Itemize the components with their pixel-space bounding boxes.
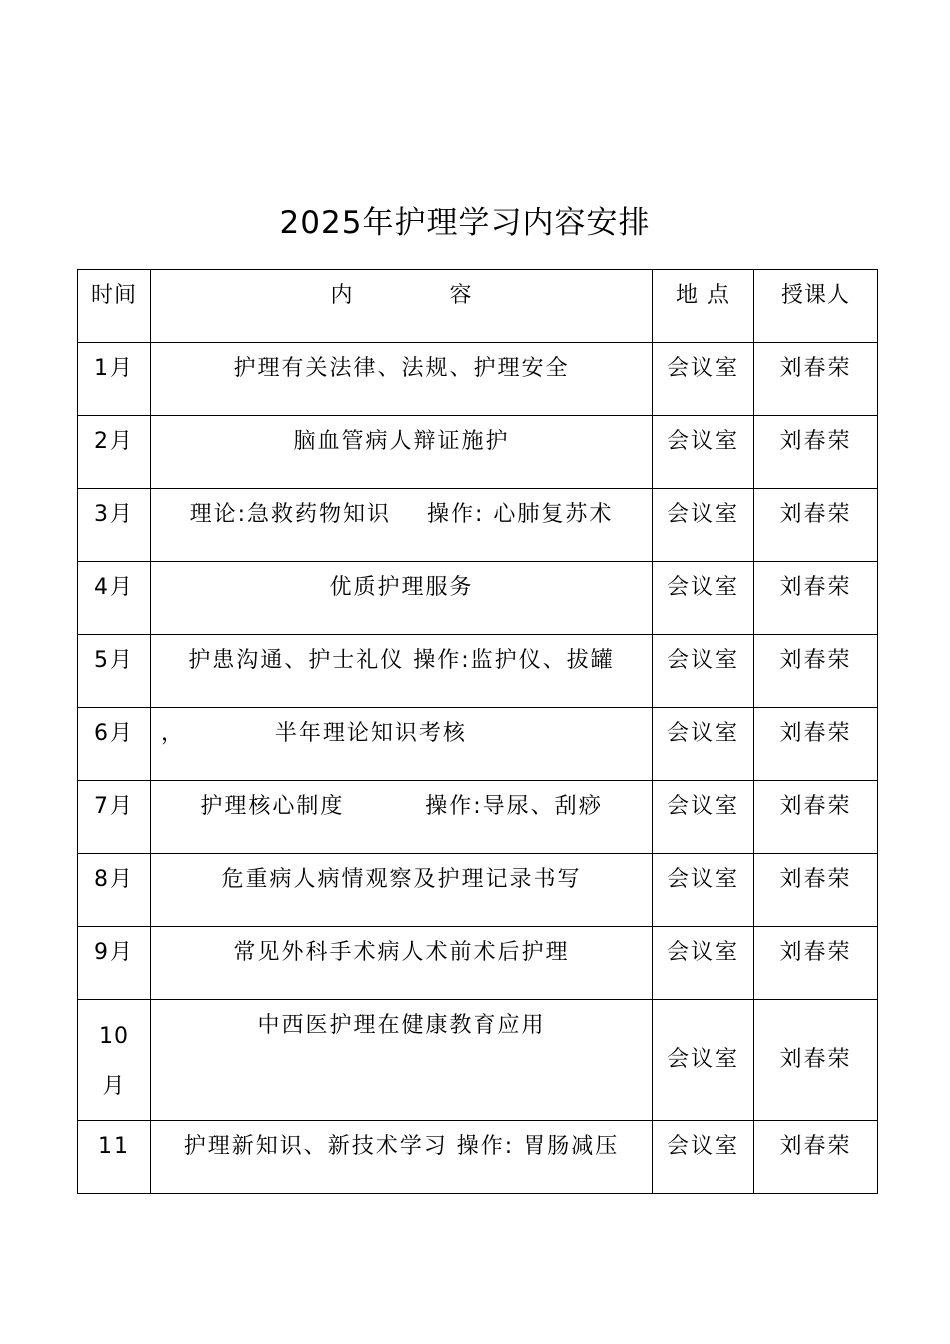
time-cell: 8月 [78, 854, 151, 927]
table-row [78, 1121, 878, 1194]
teacher-cell: 刘春荣 [754, 489, 878, 562]
table-row [78, 562, 878, 635]
place-cell: 会议室 [653, 1121, 754, 1194]
time-cell: 2月 [78, 416, 151, 489]
time-cell: 9月 [78, 927, 151, 1000]
content-cell: ， 半年理论知识考核 [151, 708, 653, 781]
content-cell: 护理核心制度 操作:导尿、刮痧 [151, 781, 653, 854]
table-row [78, 927, 878, 1000]
table-row [78, 708, 878, 781]
content-cell: 常见外科手术病人术前术后护理 [151, 927, 653, 1000]
table-row [78, 635, 878, 708]
table-row [78, 1000, 878, 1121]
place-cell: 会议室 [653, 343, 754, 416]
content-cell: 优质护理服务 [151, 562, 653, 635]
place-cell: 会议室 [653, 416, 754, 489]
header-cell-place: 地 点 [653, 270, 754, 343]
header-cell-time: 时间 [78, 270, 151, 343]
time-cell: 7月 [78, 781, 151, 854]
teacher-cell: 刘春荣 [754, 416, 878, 489]
place-cell: 会议室 [653, 635, 754, 708]
time-cell: 11 [78, 1121, 151, 1194]
content-cell: 理论:急救药物知识 操作: 心肺复苏术 [151, 489, 653, 562]
teacher-cell: 刘春荣 [754, 1121, 878, 1194]
time-cell: 3月 [78, 489, 151, 562]
place-cell: 会议室 [653, 708, 754, 781]
table-row [78, 416, 878, 489]
place-cell: 会议室 [653, 927, 754, 1000]
content-cell: 危重病人病情观察及护理记录书写 [151, 854, 653, 927]
time-cell: 10 月 [78, 1000, 151, 1121]
place-cell: 会议室 [653, 489, 754, 562]
table-row [78, 343, 878, 416]
teacher-cell: 刘春荣 [754, 562, 878, 635]
teacher-cell: 刘春荣 [754, 708, 878, 781]
page-title: 2025年护理学习内容安排 [279, 205, 651, 241]
time-cell: 5月 [78, 635, 151, 708]
place-cell: 会议室 [653, 562, 754, 635]
content-cell: 护理新知识、新技术学习 操作: 胃肠减压 [151, 1121, 653, 1194]
content-cell: 护理有关法律、法规、护理安全 [151, 343, 653, 416]
place-cell: 会议室 [653, 854, 754, 927]
content-cell: 护患沟通、护士礼仪 操作:监护仪、拔罐 [151, 635, 653, 708]
teacher-cell: 刘春荣 [754, 781, 878, 854]
place-cell: 会议室 [653, 1000, 754, 1121]
time-cell: 6月 [78, 708, 151, 781]
teacher-cell: 刘春荣 [754, 343, 878, 416]
header-cell-teacher: 授课人 [754, 270, 878, 343]
table-row [78, 781, 878, 854]
place-cell: 会议室 [653, 781, 754, 854]
time-cell: 4月 [78, 562, 151, 635]
table-row [78, 489, 878, 562]
table-row [78, 854, 878, 927]
teacher-cell: 刘春荣 [754, 927, 878, 1000]
content-cell: 中西医护理在健康教育应用 [151, 1000, 653, 1121]
header-cell-content: 内 容 [151, 270, 653, 343]
teacher-cell: 刘春荣 [754, 1000, 878, 1121]
schedule-table [77, 269, 878, 1194]
teacher-cell: 刘春荣 [754, 854, 878, 927]
time-cell: 1月 [78, 343, 151, 416]
table-header-row [78, 270, 878, 343]
content-cell: 脑血管病人辩证施护 [151, 416, 653, 489]
teacher-cell: 刘春荣 [754, 635, 878, 708]
